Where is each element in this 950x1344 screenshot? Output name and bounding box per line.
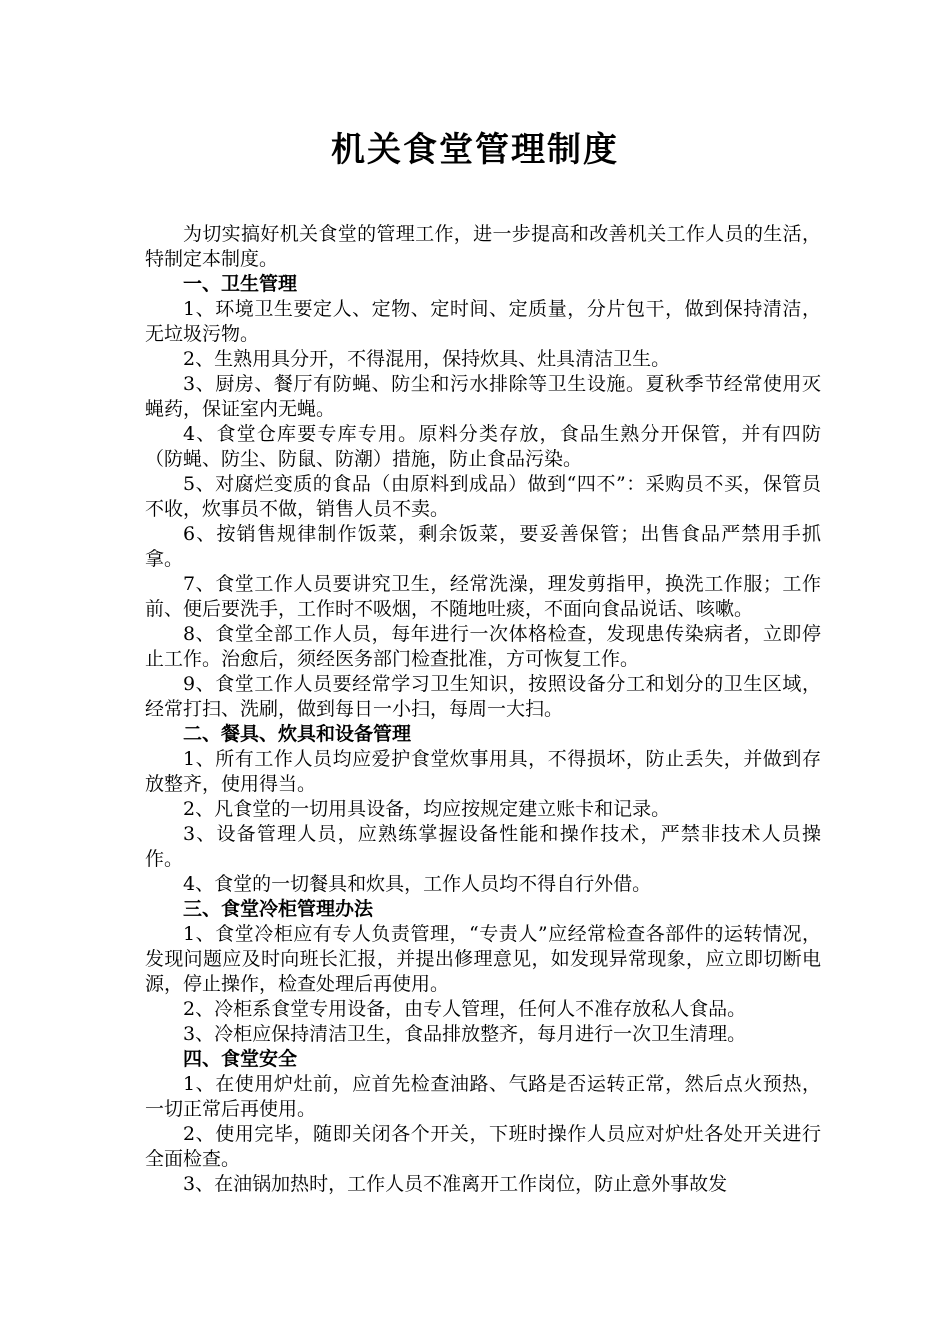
section-paragraph: 4、食堂的一切餐具和炊具，工作人员均不得自行外借。 [183, 873, 652, 895]
section-paragraph: 2、生熟用具分开，不得混用，保持炊具、灶具清洁卫生。 [183, 348, 671, 370]
section-paragraph: 1、环境卫生要定人、定物、定时间、定质量，分片包干，做到保持清洁，无垃圾污物。 [145, 298, 821, 345]
section-paragraph: 9、食堂工作人员要经常学习卫生知识，按照设备分工和划分的卫生区域，经常打扫、洗刷，做到每日一小扫，每周一大扫。 [145, 673, 821, 720]
section-heading: 一、卫生管理 [183, 273, 298, 295]
section-paragraph: 1、在使用炉灶前，应首先检查油路、气路是否运转正常，然后点火预热，一切正常后再使用。 [145, 1073, 821, 1120]
section-paragraph: 3、在油锅加热时，工作人员不准离开工作岗位，防止意外事故发 [183, 1173, 728, 1195]
intro-paragraph: 为切实搞好机关食堂的管理工作，进一步提高和改善机关工作人员的生活，特制定本制度。 [145, 223, 821, 270]
section-paragraph: 5、对腐烂变质的食品（由原料到成品）做到“四不”：采购员不买，保管员不收，炊事员不做，销售人员不卖。 [145, 473, 821, 520]
section-paragraph: 3、设备管理人员，应熟练掌握设备性能和操作技术，严禁非技术人员操作。 [145, 823, 821, 870]
section-heading: 二、餐具、炊具和设备管理 [183, 723, 412, 745]
section-paragraph: 8、食堂全部工作人员，每年进行一次体格检查，发现患传染病者，立即停止工作。治愈后，须经医务部门检查批准，方可恢复工作。 [145, 623, 821, 670]
section-heading: 四、食堂安全 [183, 1048, 298, 1070]
section-utensils-equipment [145, 722, 821, 897]
section-paragraph: 1、所有工作人员均应爱护食堂炊事用具，不得损坏，防止丢失，并做到存放整齐，使用得当。 [145, 748, 821, 795]
section-paragraph: 2、使用完毕，随即关闭各个开关，下班时操作人员应对炉灶各处开关进行全面检查。 [145, 1123, 821, 1170]
section-paragraph: 7、食堂工作人员要讲究卫生，经常洗澡，理发剪指甲，换洗工作服；工作前、便后要洗手，工作时不吸烟，不随地吐痰，不面向食品说话、咳嗽。 [145, 573, 821, 620]
section-safety [145, 1047, 821, 1197]
document-body [145, 222, 821, 1197]
section-paragraph: 2、冷柜系食堂专用设备，由专人管理，任何人不准存放私人食品。 [183, 998, 747, 1020]
section-heading: 三、食堂冷柜管理办法 [183, 898, 374, 920]
section-paragraph: 6、按销售规律制作饭菜，剩余饭菜，要妥善保管；出售食品严禁用手抓拿。 [145, 523, 821, 570]
section-freezer [145, 897, 821, 1047]
section-hygiene [145, 272, 821, 722]
section-paragraph: 4、食堂仓库要专库专用。原料分类存放，食品生熟分开保管，并有四防（防蝇、防尘、防鼠、防潮）措施，防止食品污染。 [145, 423, 821, 470]
section-paragraph: 3、厨房、餐厅有防蝇、防尘和污水排除等卫生设施。夏秋季节经常使用灭蝇药，保证室内无蝇。 [145, 373, 821, 420]
document-title: 机关食堂管理制度 [331, 130, 619, 170]
section-paragraph: 2、凡食堂的一切用具设备，均应按规定建立账卡和记录。 [183, 798, 671, 820]
section-paragraph: 3、冷柜应保持清洁卫生，食品排放整齐，每月进行一次卫生清理。 [183, 1023, 747, 1045]
section-paragraph: 1、食堂冷柜应有专人负责管理，“专责人”应经常检查各部件的运转情况，发现问题应及时向班长汇报，并提出修理意见，如发现异常现象，应立即切断电源，停止操作，检查处理后再使用。 [145, 923, 821, 995]
